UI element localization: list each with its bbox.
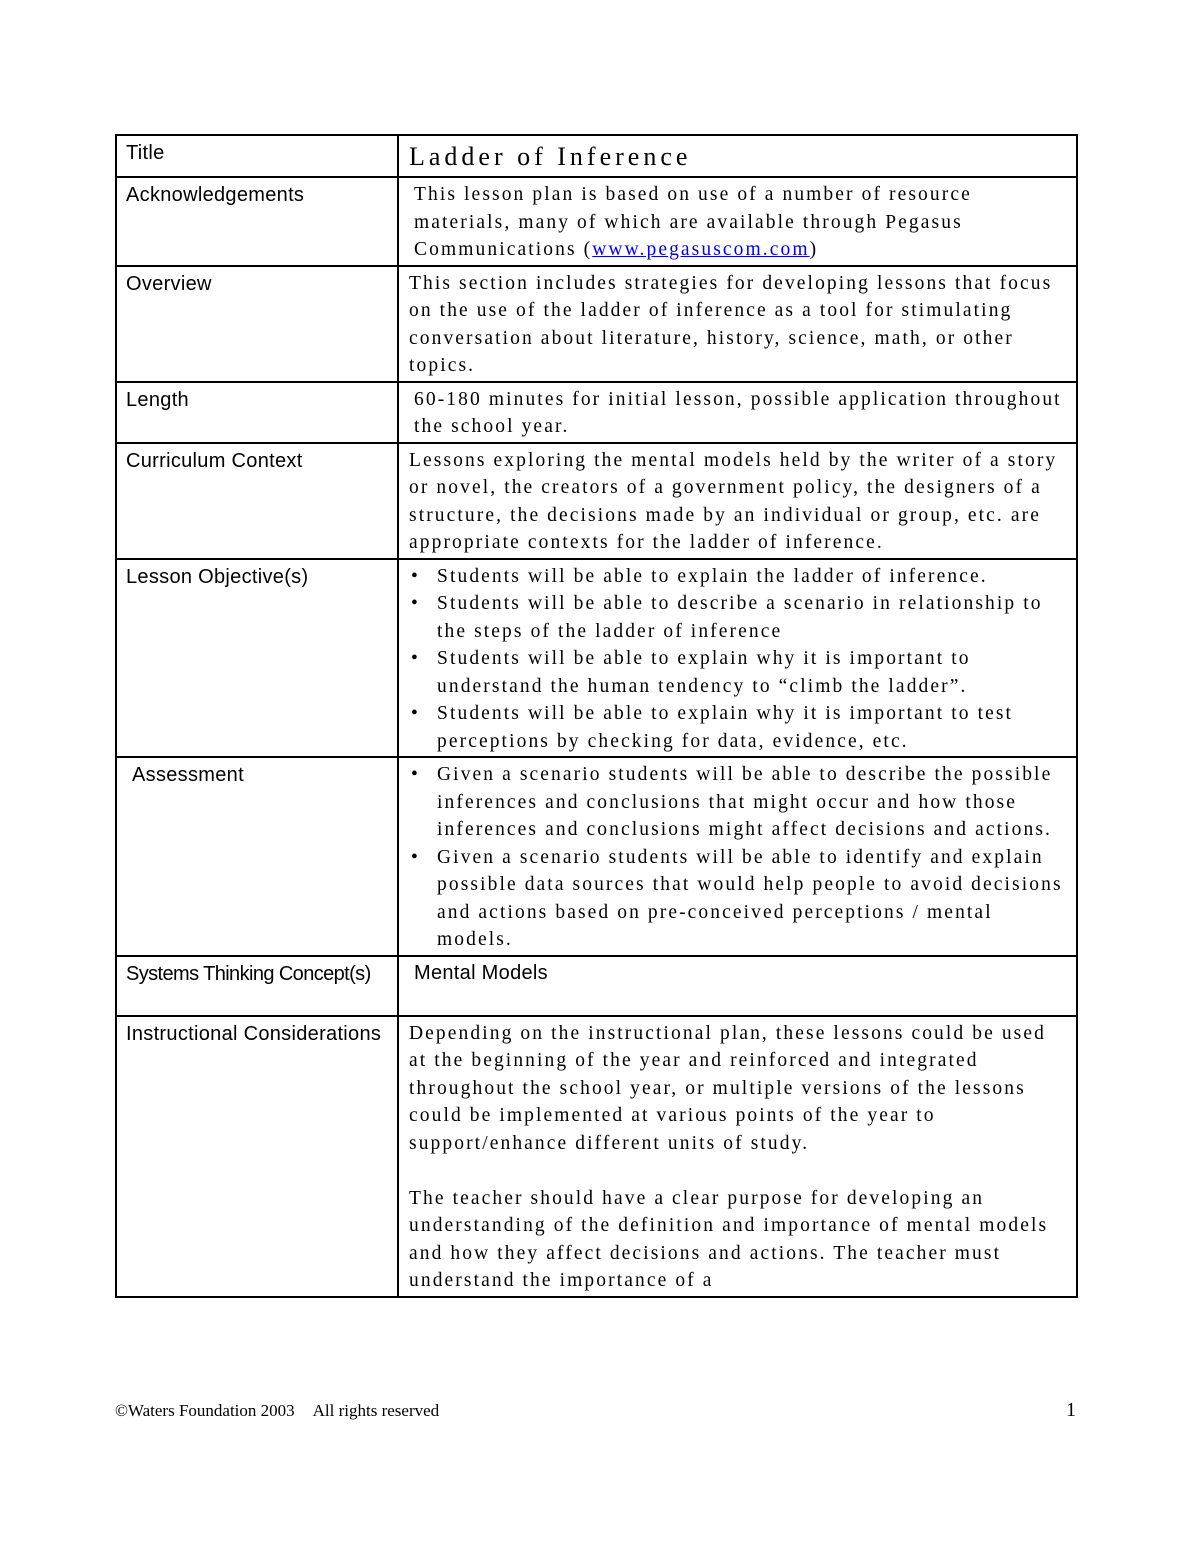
list-item: • Students will be able to describe a scenario in relationship to the steps of the ladder of inference: [409, 590, 1068, 645]
list-item: • Given a scenario students will be able to describe the possible inferences and conclusions that might occur and how those inferences and conclusions might affect decisions and actions.: [409, 761, 1068, 844]
row-value-instructional-considerations: [398, 1016, 1077, 1297]
page-number: 1: [1066, 1399, 1076, 1421]
acknowledgements-text-end: ): [809, 239, 819, 260]
list-item: • Students will be able to explain the ladder of inference.: [409, 563, 1068, 591]
row-label-length: Length: [116, 382, 398, 443]
acknowledgements-text: This lesson plan is based on use of a number of resource materials, many of which are available through Pegasus Communications (: [414, 184, 972, 260]
table-row-assessment: [116, 757, 1077, 956]
row-label-assessment: [116, 757, 398, 956]
length-text: 60-180 minutes for initial lesson, possible application throughout the school year.: [414, 388, 1062, 437]
row-value-assessment: [398, 757, 1077, 956]
list-item: • Given a scenario students will be able to identify and explain possible data sources that would help people to avoid decisions and actions based on pre-conceived perceptions / mental models.: [409, 844, 1068, 954]
table-row-length: [116, 382, 1077, 443]
row-label-curriculum-context: Curriculum Context: [116, 443, 398, 559]
table-row-instructional-considerations: [116, 1016, 1077, 1297]
row-label-systems-thinking: [116, 956, 398, 1016]
objectives-list: [409, 563, 1068, 756]
systems-thinking-value: Mental Models: [414, 961, 548, 984]
systems-thinking-label: Systems Thinking Concept(s): [126, 962, 371, 985]
table-row-overview: [116, 266, 1077, 382]
lesson-plan-table: [115, 134, 1078, 1298]
row-label-title: Title: [116, 135, 398, 177]
row-value-curriculum-context: Lessons exploring the mental models held by the writer of a story or novel, the creators of a government policy, the designers of a structure, the decisions made by an individual or group, etc. are appropriate contexts for the ladder of inference.: [398, 443, 1077, 559]
row-label-overview: Overview: [116, 266, 398, 382]
footer-copyright: [115, 1401, 439, 1421]
row-label-acknowledgements: Acknowledgements: [116, 177, 398, 266]
assessment-list: [409, 761, 1068, 954]
list-item: • Students will be able to explain why it is important to understand the human tendency to “climb the ladder”.: [409, 645, 1068, 700]
instructional-paragraph: The teacher should have a clear purpose for developing an understanding of the definition and importance of mental models and how they affect decisions and actions. The teacher must understand the importance of a: [409, 1187, 1049, 1291]
row-label-instructional-considerations: Instructional Considerations: [116, 1016, 398, 1297]
row-value-acknowledgements: [398, 177, 1077, 266]
table-row-systems-thinking: [116, 956, 1077, 1016]
row-value-systems-thinking: [398, 956, 1077, 1016]
table-row-curriculum-context: [116, 443, 1077, 559]
rights-text: All rights reserved: [312, 1401, 440, 1420]
row-label-lesson-objectives: Lesson Objective(s): [116, 559, 398, 758]
row-value-lesson-objectives: [398, 559, 1077, 758]
row-value-title: [398, 135, 1077, 177]
pegasus-link[interactable]: www.pegasuscom.com: [592, 239, 810, 260]
row-value-overview: This section includes strategies for developing lessons that focus on the use of the ladder of inference as a tool for stimulating conversation about literature, history, science, math, or other topics.: [398, 266, 1077, 382]
table-row-acknowledgements: [116, 177, 1077, 266]
lesson-title: Ladder of Inference: [409, 142, 692, 171]
table-row-lesson-objectives: [116, 559, 1077, 758]
list-item: • Students will be able to explain why it is important to test perceptions by checking for data, evidence, etc.: [409, 700, 1068, 755]
table-row-title: [116, 135, 1077, 177]
instructional-paragraph: Depending on the instructional plan, these lessons could be used at the beginning of the year and reinforced and integrated throughout the school year, or multiple versions of the lessons could be implemented at various points of the year to support/enhance different units of study.: [409, 1022, 1046, 1154]
assessment-label: Assessment: [132, 764, 244, 786]
copyright-text: ©Waters Foundation 2003: [115, 1401, 295, 1420]
row-value-length: [398, 382, 1077, 443]
